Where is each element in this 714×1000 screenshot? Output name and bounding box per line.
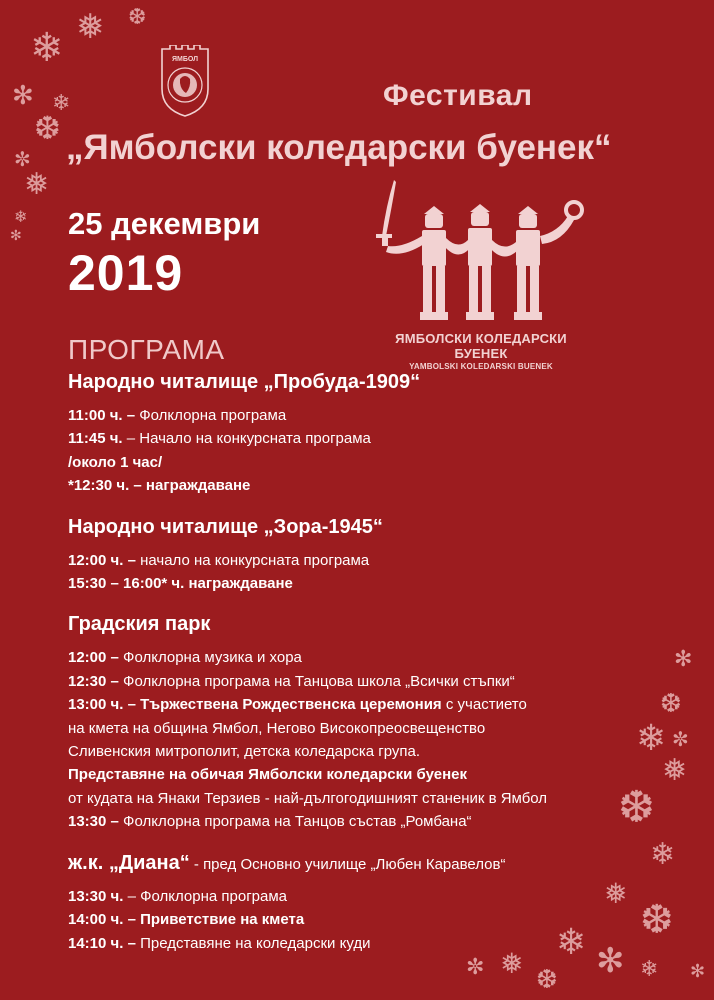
program-item-text: Сливенския митрополит, детска коледарска група. [68,743,421,761]
venue-name: ж.к. „Диана“ [68,851,190,874]
snowflake-icon: ❄ [52,90,71,115]
brand-name-bg: ЯМБОЛСКИ КОЛЕДАРСКИ БУЕНЕК [395,331,567,361]
festival-title: Фестивал [383,79,533,112]
program-item-time: 12:00 ч. – [68,551,136,569]
snowflake-icon: ❄ [636,717,667,758]
snowflake-icon: ❅ [500,948,524,979]
snowflake-icon: ❆ [536,964,558,994]
three-koledari-dancers-icon [372,176,586,336]
program-item [68,474,628,497]
svg-text:ЯМБОЛ: ЯМБОЛ [171,56,199,63]
program-item [68,885,628,908]
snowflake-icon: ❅ [604,878,628,909]
program-item [68,427,628,450]
snowflake-icon: ❆ [618,783,655,832]
snowflake-icon: ❄ [30,26,64,70]
program-list [68,371,628,973]
venue-name: Народно читалище „Пробуда-1909“ [68,371,421,393]
brand-name-en: YAMBOLSKI KOLEDARSKI BUENEK [409,362,553,371]
program-item-text: Фолклорна програма на Танцова школа „Всички стъпки“ [118,672,515,690]
program-section [68,516,628,596]
event-date: 25 декември [68,206,261,241]
program-item-text: Фолклорна програма на Танцов състав „Ромбана“ [118,813,472,831]
program-item-time: 12:00 – [68,649,119,667]
snowflake-icon: ✻ [674,646,693,671]
event-year: 2019 [68,245,184,301]
snowflake-icon: ✻ [12,80,34,110]
snowflake-icon: ✼ [14,149,31,171]
snowflake-icon: ✻ [690,961,706,981]
festival-name: „Ямболски коледарски буенек“ [66,128,612,167]
venue-heading [68,852,628,875]
program-item-time: 13:30 – [68,813,119,831]
program-section [68,852,628,955]
program-item [68,572,628,595]
program-item [68,451,628,474]
program-item-time: 11:45 ч. [68,430,123,448]
snowflake-icon: ❆ [34,110,61,146]
program-item-text: Фолклорна програма [135,407,287,424]
snowflake-icon: ❄ [650,838,676,871]
program-title: ПРОГРАМА [68,334,225,365]
snowflake-icon: ❄ [556,921,587,962]
program-item-time: 14:00 ч. – Приветствие на кмета [68,911,305,929]
venue-heading [68,613,628,636]
program-item [68,763,628,786]
program-item-time: 14:10 ч. – [68,934,136,952]
program-section [68,613,628,833]
snowflake-icon: ❄ [14,209,28,226]
snowflake-icon: ❅ [24,168,50,201]
snowflake-icon: ✻ [10,227,22,243]
program-item-time: 12:30 – [68,672,119,690]
program-item-time: Представяне на обичая Ямболски коледарски буенек [68,766,467,784]
snowflake-icon: ❄ [640,956,659,981]
venue-heading [68,516,628,539]
snowflake-icon: ❆ [640,898,674,942]
program-item-time: 13:30 ч. [68,887,124,905]
program-item-time: 13:00 ч. – Тържествена Рождественска церемония [68,696,442,714]
program-item-time: 15:30 – 16:00* ч. награждаване [68,575,293,593]
program-item-time: 11:00 ч. – [68,407,136,424]
program-item [68,404,628,427]
program-item-text: Представяне на коледарски куди [135,934,371,952]
program-item-text: – Фолклорна програма [123,887,288,905]
program-item-time: *12:30 ч. – награждаване [68,477,251,495]
snowflake-icon: ❅ [76,8,105,46]
program-section [68,371,628,498]
venue-name: Народно читалище „Зора-1945“ [68,515,383,538]
venue-heading [68,371,628,394]
snowflake-icon: ✻ [596,942,625,980]
program-item [68,693,628,716]
program-item [68,740,628,763]
program-item [68,717,628,740]
program-item [68,787,628,810]
program-item [68,932,628,955]
program-item-text: Фолклорна музика и хора [118,649,302,667]
snowflake-icon: ✼ [466,954,485,979]
program-item [68,646,628,669]
program-item [68,549,628,572]
snowflake-icon: ✼ [672,729,689,751]
snowflake-icon: ❆ [128,4,147,29]
program-item-text: – Начало на конкурсната програма [122,430,371,448]
snowflake-icon: ❅ [662,754,688,787]
program-item-text: на кмета на община Ямбол, Негово Високопреосвещенство [68,719,486,737]
yambol-coat-of-arms-icon [156,45,214,117]
brand-wordmark [378,331,584,371]
program-item [68,670,628,693]
program-item-text: с участието [441,696,527,714]
venue-name: Градския парк [68,613,211,636]
program-item-text: от кудата на Янаки Терзиев - най-дългогодишният станеник в Ямбол [68,789,548,807]
program-item-text: начало на конкурсната програма [135,551,370,569]
program-item [68,908,628,931]
snowflake-icon: ❆ [660,688,682,718]
venue-subtitle: - пред Основно училище „Любен Каравелов“ [189,855,506,873]
program-item-time: /около 1 час/ [68,453,163,471]
program-item [68,810,628,833]
